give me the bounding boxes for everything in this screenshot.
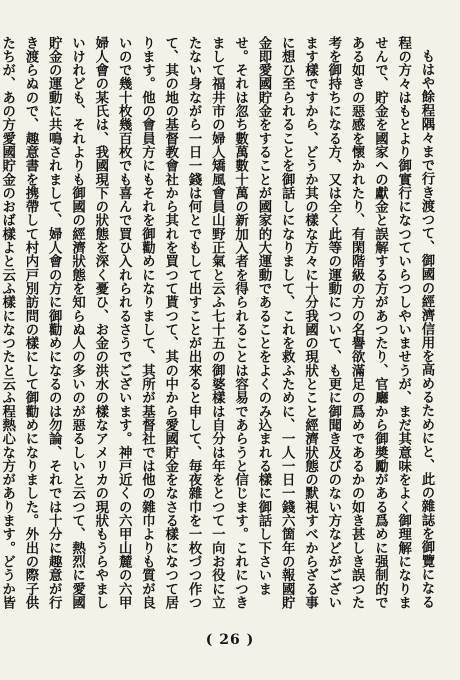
page-number: ( 26 ) <box>205 632 255 648</box>
body-paragraph: もはや餘程隅々まで行き渡つて、御國の經濟信用を高めるためにと、此の雜誌を御覽になる程の方々はもとより御實行になつていらつしやいませうが、まだ其意味をよく御理解になりませんで、貯金を國家への獻金と誤解する方があつたり、官廳から御奬勵がある爲めに强制的である如きの惡感を懷かれたり、有閑階級の方の名譽欲滿足の爲めであるかの如き甚しき誤つた考を御持ちになる方、又は全く此等の運動について、も更に御聞き及びのない方などがございます樣ですから、どうか其の樣な方々に十分我國の現狀とこと經濟狀態の默視すべからざる事に想ひ至られることを御話しになりまして、これを救ふために、一人一日一錢六箇年の報國貯金即愛國貯金をすることが國家的大運動であることをよくのみ込まれる樣に御話し下さいませ。それは忽ち數萬數十萬の新加入者を得られることは容易であらうと信じます。これにつきまして福井市の婦人矯風會員山野正氣と云ふ七十五の御婆樣は自分は年をとつて一向お役に立たない身ながら一日一錢は何とでもして出すことが出來ると申して、毎夜雜巾を一枚づつ作つて、其の地の基督教會社から其れを買つて貰つて、其の中から愛國貯金をなさる樣になつて居ります。他の會員方にもそれを御勸めになりまして、其所が基督社では他の雜巾よりも質が良いので幾十枚幾百枚でも喜んで買ひ入れられるさうでございます。神戸近くの六甲山麓の六甲婦人會の某氏は、我國現下の狀態を深く憂ひ、お金の洪水の樣なアメリカの現狀もうらやましいけれども、それよりも御國の經濟狀態を知らぬ人の多いのが惡るしいと云つて、熱烈に愛國貯金の運動に共鳴されまして、婦人會の方に御勸めになるのは勿論、それでは十分に趣意が行き渡らぬので、趣意書を携帶して村内戸別訪問の樣にして御勸めになりました。外出の際子供たちが、あの方愛國貯金のおば樣よと云ふ樣になつたと云ふ程熱心な方があります。どうか皆 <box>0 36 435 610</box>
vertical-body-text <box>0 36 438 616</box>
